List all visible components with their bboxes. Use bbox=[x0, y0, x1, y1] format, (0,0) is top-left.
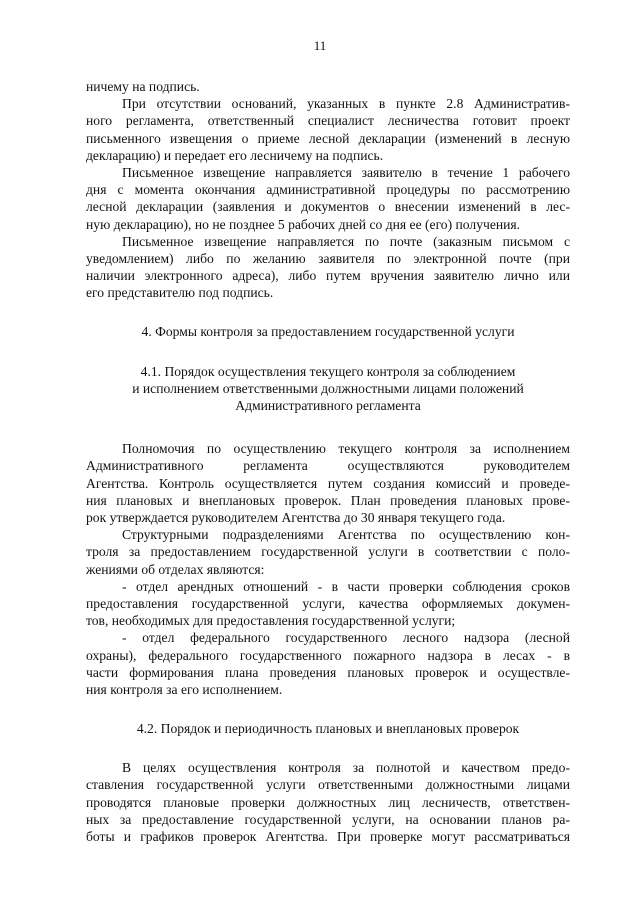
text-line: тов, необходимых для предоставления государственной услуги; bbox=[86, 613, 456, 629]
text-line: ставления государственной услуги ответственными должностными лицами bbox=[86, 777, 570, 793]
text-line: троля за предоставлением государственной услуги в соответствии с поло- bbox=[86, 544, 570, 560]
text-line: лесной декларации (заявления и документов о внесении изменений в лес- bbox=[86, 199, 570, 215]
text-line: наличии электронного адреса), либо путем вручения заявителю лично или bbox=[86, 268, 570, 284]
paragraph-notice-deadline bbox=[86, 164, 570, 233]
heading-line: 4.1. Порядок осуществления текущего контроля за соблюдением bbox=[140, 363, 516, 379]
paragraph-no-grounds bbox=[86, 95, 570, 164]
text-line: - отдел арендных отношений - в части проверки соблюдения сроков bbox=[122, 578, 570, 594]
text-line: ния контроля за его исполнением. bbox=[86, 681, 283, 697]
text-line: ничему на подпись. bbox=[86, 79, 200, 94]
text-line: Полномочия по осуществлению текущего контроля за исполнением bbox=[122, 441, 570, 457]
text-line: Письменное извещение направляется заявителю в течение 1 рабочего bbox=[122, 164, 570, 180]
text-line: Административного регламента осуществляются руководителем bbox=[86, 458, 570, 474]
text-line: Структурными подразделениями Агентства по осуществлению кон- bbox=[122, 527, 570, 543]
paragraph-notice-delivery bbox=[86, 233, 570, 302]
text-line: боты и графиков проверок Агентства. При проверке могут рассматриваться bbox=[86, 829, 570, 845]
list-item-lease-department bbox=[86, 578, 570, 630]
text-line: Письменное извещение направляется по почте (заказным письмом с bbox=[122, 233, 570, 249]
text-line: ных за предоставление государственной услуги, на основании планов ра- bbox=[86, 811, 570, 827]
text-line: При отсутствии оснований, указанных в пункте 2.8 Административ- bbox=[122, 96, 570, 112]
text-line: части формирования плана проведения плановых проверок и осуществле- bbox=[86, 664, 570, 680]
text-line: письменного извещения о приеме лесной декларации (изменений в лесную bbox=[86, 130, 570, 146]
subsection-heading-4-1 bbox=[86, 363, 570, 415]
paragraph-authority bbox=[86, 440, 570, 526]
text-line: дня с момента окончания административной процедуры по рассмотрению bbox=[86, 182, 570, 198]
text-line: В целях осуществления контроля за полнотой и качеством предо- bbox=[122, 760, 570, 776]
list-item-forest-supervision-department bbox=[86, 629, 570, 698]
text-line: ния плановых и внеплановых проверок. План проведения плановых прове- bbox=[86, 492, 570, 508]
page-number: 11 bbox=[313, 38, 327, 53]
text-line: его представителю под подпись. bbox=[86, 285, 274, 301]
text-line: Агентства. Контроль осуществляется путем создания комиссий и проведе- bbox=[86, 475, 570, 491]
paragraph-continuation bbox=[86, 78, 570, 95]
text-line: ного регламента, ответственный специалист лесничества готовит проект bbox=[86, 113, 570, 129]
text-line: декларацию) и передает его лесничему на подпись. bbox=[86, 147, 384, 163]
subsection-heading-4-2: 4.2. Порядок и периодичность плановых и внеплановых проверок bbox=[136, 721, 520, 737]
document-body bbox=[86, 78, 570, 845]
text-line: - отдел федерального государственного лесного надзора (лесной bbox=[122, 630, 570, 646]
heading-line: Административного регламента bbox=[235, 398, 421, 414]
text-line: предоставления государственной услуги, качества оформляемых докумен- bbox=[86, 595, 570, 611]
text-line: охраны), федерального государственного пожарного надзора в лесах - в bbox=[86, 647, 570, 663]
paragraph-structural-units bbox=[86, 526, 570, 578]
text-line: жениями об отделах являются: bbox=[86, 561, 265, 577]
text-line: ную декларацию), но не позднее 5 рабочих дней со дня ее (его) получения. bbox=[86, 216, 521, 232]
paragraph-inspections bbox=[86, 759, 570, 845]
heading-line: и исполнением ответственными должностными лицами положений bbox=[132, 380, 524, 396]
section-heading-4: 4. Формы контроля за предоставлением государственной услуги bbox=[141, 324, 515, 340]
text-line: рок утверждается руководителем Агентства до 30 января текущего года. bbox=[86, 510, 506, 525]
text-line: уведомлением) либо по желанию заявителя по электронной почте (при bbox=[86, 250, 570, 266]
text-line: проводятся плановые проверки должностных лиц лесничеств, ответствен- bbox=[86, 794, 570, 810]
